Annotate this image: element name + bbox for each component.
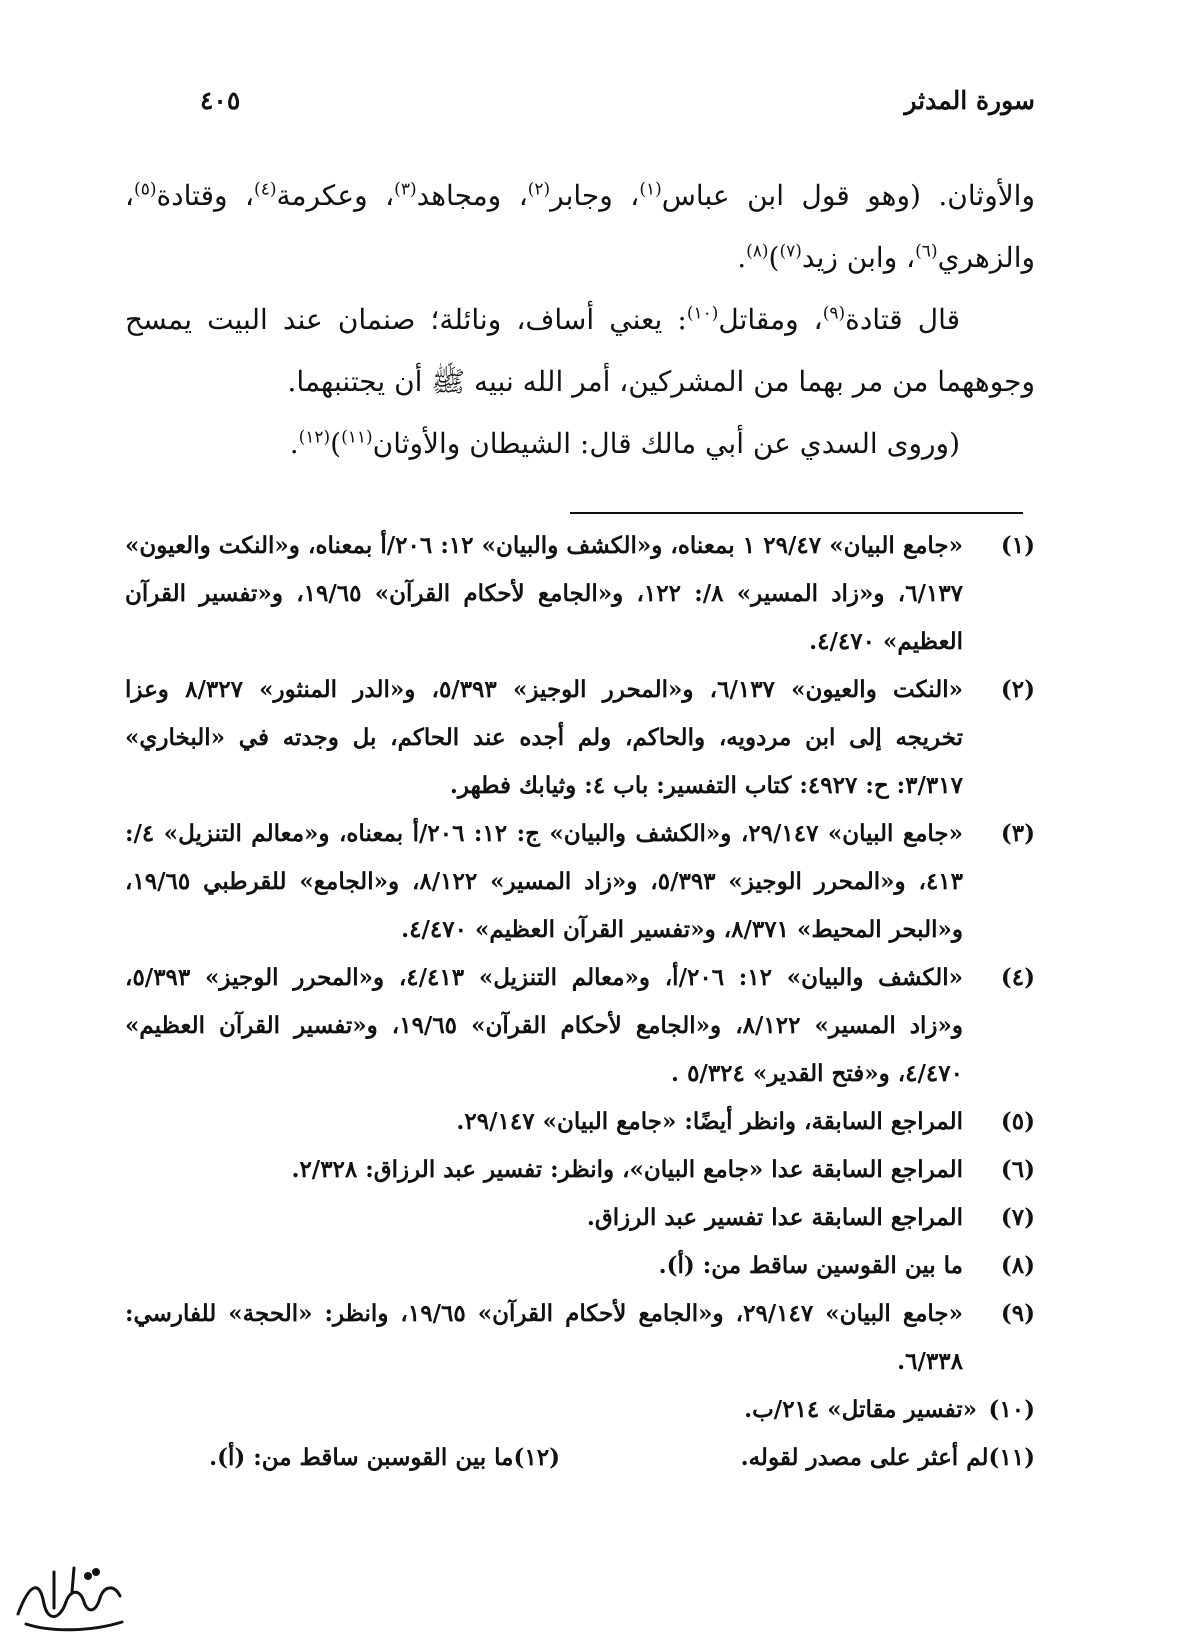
footnote-ref-4: (٤) (254, 179, 277, 200)
text-segment: ) (330, 427, 342, 460)
footnote-number: (٤) (1000, 964, 1035, 991)
paragraph-3 (125, 413, 1035, 475)
page-header (200, 86, 1035, 126)
text-segment: : يعني أساف، ونائلة؛ صنمان عند البيت يمسح وجوههما من مر بهما من المشركين، أمر الله نبيه ﷺ أن يجتنبهما. (125, 303, 1035, 398)
footnote-text: «تفسير مقاتل» ٢١٤/ب. (744, 1396, 977, 1423)
footnote-number: (٢) (1000, 676, 1035, 703)
footnote-12: (١٢)ما بين القوسبن ساقط من: (أ). (209, 1444, 560, 1471)
footnote-ref-5: (٥) (134, 179, 157, 200)
footnote-item (125, 1290, 1035, 1386)
text-segment: (وروى السدي عن أبي مالك قال: الشيطان والأوثان (372, 427, 960, 460)
footnote-number: (٦) (1000, 1156, 1035, 1183)
text-segment: ، وعكرمة (276, 179, 395, 212)
footnotes (125, 522, 1035, 1481)
footnote-number: (٥) (1000, 1108, 1035, 1135)
footnote-number: (١) (1000, 532, 1035, 559)
footnote-text: «جامع البيان» ٢٩/٤٧ ١ بمعناه، و«الكشف والبيان» ١٢: ٢٠٦/أ بمعناه، و«النكت والعيون» ٦/١٣٧، و«زاد المسير» ٨/: ١٢٢، و«الجامع لأحكام القرآن» ١٩/٦٥، و«تفسير القرآن العظيم» ٤/٤٧٠. (125, 532, 964, 655)
footnote-ref-10: (١٠) (686, 303, 719, 324)
main-text (125, 165, 1035, 475)
footnote-ref-12: (١٢) (298, 427, 331, 448)
footnote-11: (١١)لم أعثر على مصدر لقوله. (740, 1444, 1035, 1471)
footnote-text: المراجع السابقة، وانظر أيضًا: «جامع البيان» ٢٩/١٤٧. (456, 1108, 963, 1135)
footnote-text: «جامع البيان» ٢٩/١٤٧، و«الكشف والبيان» ج: ١٢: ٢٠٦/أ بمعناه، و«معالم التنزيل» ٤/: ٤١٣، و«المحرر الوجيز» ٥/٣٩٣، و«زاد المسير» ٨/١٢٢، و«الجامع» للقرطبي ١٩/٦٥، و«البحر المحيط» ٨/٣٧١، و«تفسير القرآن العظيم» ٤/٤٧٠. (125, 820, 964, 943)
text-segment: ، ومجاهد (416, 179, 528, 212)
footnote-item (125, 1098, 1035, 1146)
text-segment: قال قتادة (845, 303, 961, 336)
text-segment: . (289, 427, 299, 460)
footnote-ref-3: (٣) (394, 179, 417, 200)
footnote-ref-8: (٨) (746, 241, 769, 262)
footnote-number: (١٠) (988, 1396, 1035, 1423)
text-segment: ، ومقاتل (718, 303, 823, 336)
footnote-ref-7: (٧) (779, 241, 802, 262)
footnote-text: «الكشف والبيان» ١٢: ٢٠٦/أ، و«معالم التنزيل» ٤/٤١٣، و«المحرر الوجيز» ٥/٣٩٣، و«زاد المسير» ٨/١٢٢، و«الجامع لأحكام القرآن» ١٩/٦٥، و«تفسير القرآن العظيم» ٤/٤٧٠، و«فتح القدير» ٥/٣٢٤ . (125, 964, 963, 1087)
text-segment: . (737, 241, 747, 274)
footnote-number: (٣) (1000, 820, 1035, 847)
text-segment: ) (768, 241, 780, 274)
footnote-item (125, 1146, 1035, 1194)
library-stamp-logo (10, 1542, 130, 1642)
footnote-text: «جامع البيان» ٢٩/١٤٧، و«الجامع لأحكام القرآن» ١٩/٦٥، وانظر: «الحجة» للفارسي: ٦/٣٣٨. (125, 1300, 963, 1375)
footnote-item (125, 954, 1035, 1098)
footnote-ref-9: (٩) (822, 303, 846, 324)
footnote-item (125, 1194, 1035, 1242)
footnote-number: (٩) (1000, 1300, 1035, 1327)
footnote-item (125, 666, 1035, 810)
footnote-number: (٧) (1000, 1204, 1035, 1231)
footnote-item (125, 1242, 1035, 1290)
footnote-separator (570, 512, 1023, 514)
footnote-text: «النكت والعيون» ٦/١٣٧، و«المحرر الوجيز» ٥/٣٩٣، و«الدر المنثور» ٨/٣٢٧ وعزا تخريجه إلى ابن مردويه، والحاكم، ولم أجده عند الحاكم، بل وجدته في «البخاري» ٣/٣١٧: ح: ٤٩٢٧: كتاب التفسير: باب ٤: وثيابك فطهر. (125, 676, 963, 799)
footnote-pair (125, 1434, 1035, 1481)
footnote-ref-2: (٢) (527, 179, 551, 200)
footnote-text: ما بين القوسين ساقط من: (أ). (658, 1252, 963, 1279)
footnote-ref-11: (١١) (341, 427, 373, 448)
footnote-item (125, 810, 1035, 954)
paragraph-2 (125, 289, 1035, 413)
paragraph-1 (125, 165, 1035, 289)
footnote-item (125, 1386, 1035, 1434)
footnote-ref-6: (٦) (915, 241, 938, 262)
text-segment: ، والزهري (125, 179, 1035, 274)
footnote-text: المراجع السابقة عدا تفسير عبد الرزاق. (586, 1204, 963, 1231)
text-segment: ، وابن زيد (801, 241, 916, 274)
footnote-number: (٨) (1000, 1252, 1035, 1279)
footnote-ref-1: (١) (639, 179, 662, 200)
footnote-text: المراجع السابقة عدا «جامع البيان»، وانظر: تفسير عبد الرزاق: ٢/٣٢٨. (291, 1156, 963, 1183)
surah-title: سورة المدثر (904, 86, 1035, 115)
text-segment: ، وجابر (550, 179, 640, 212)
text-segment: والأوثان. (وهو قول ابن عباس (661, 179, 1035, 212)
footnote-item (125, 522, 1035, 666)
page-number: ٤٠٥ (200, 86, 241, 115)
text-segment: ، وقتادة (156, 179, 255, 212)
